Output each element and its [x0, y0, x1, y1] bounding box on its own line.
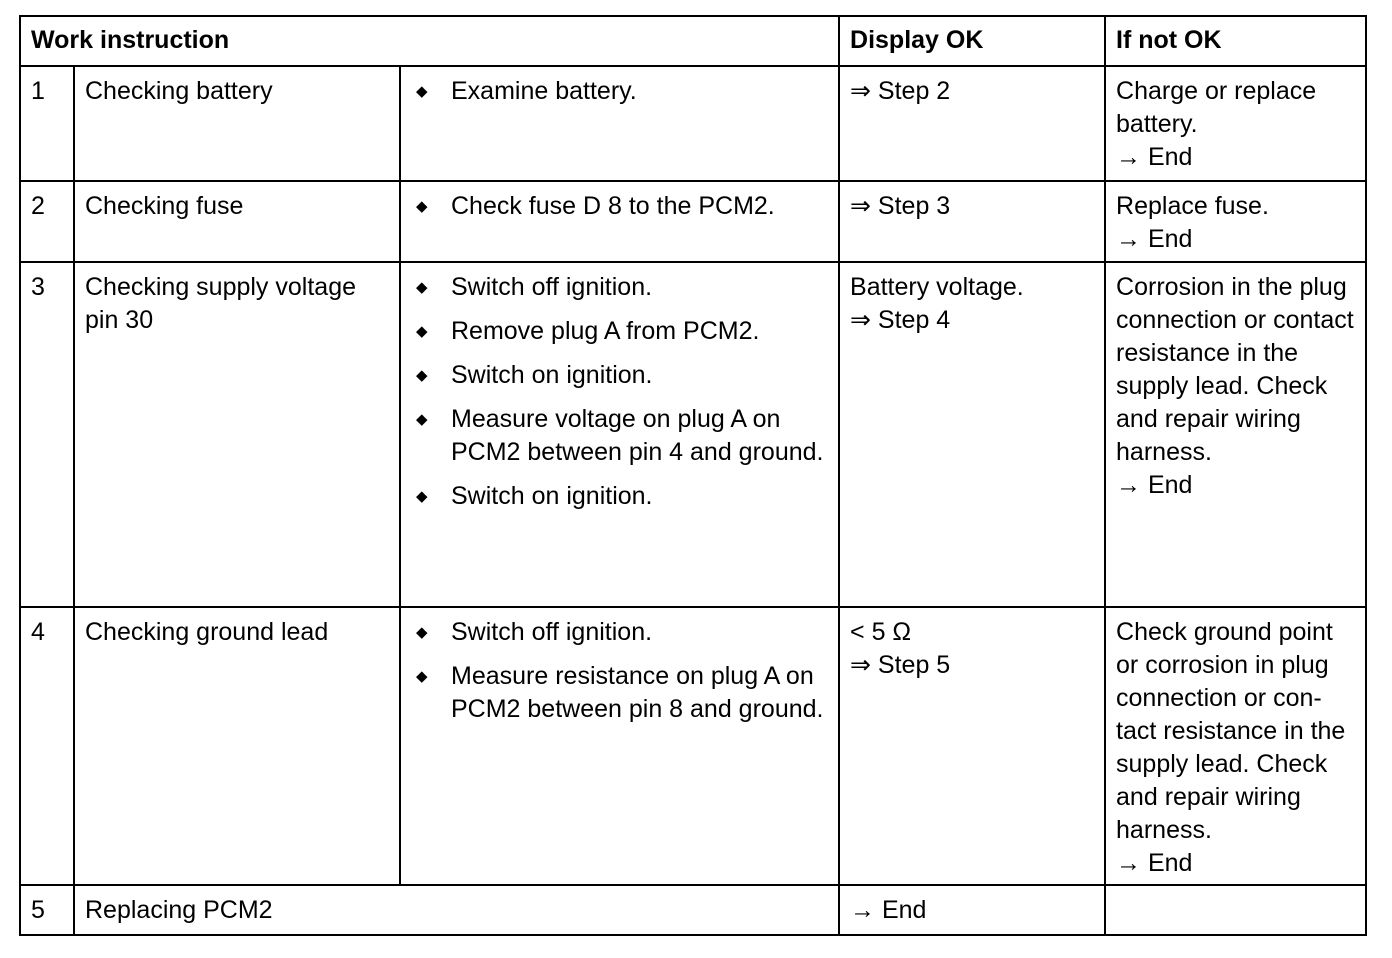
if-not-ok-text: Replace fuse.: [1116, 192, 1269, 220]
display-ok-cell: [839, 181, 1105, 262]
instruction-text: Switch on ignition.: [451, 361, 653, 389]
step-number: 2: [20, 181, 74, 262]
end-reference: → End: [1116, 225, 1193, 253]
display-ok-next-step: ⇒ Step 4: [850, 306, 951, 334]
if-not-ok-text: Corrosion in the plug connection or contact resistance in the supply lead. Check and repair wiring harness.: [1116, 273, 1354, 466]
step-name: Checking supply voltage pin 30: [74, 262, 400, 607]
instruction-item: [411, 359, 829, 392]
display-ok-text: → End: [850, 896, 927, 924]
step-name: Checking battery: [74, 66, 400, 181]
step-number: 4: [20, 607, 74, 885]
instruction-item: [411, 480, 829, 513]
diamond-bullet-icon: ◆: [416, 323, 428, 340]
display-ok-text: ⇒ Step 3: [850, 192, 951, 220]
table-row: [20, 262, 1366, 607]
display-ok-cell: [839, 885, 1105, 935]
display-ok-cell: [839, 66, 1105, 181]
if-not-ok-text: Check ground point or corrosion in plug connection or con-tact resistance in the supply lead. Check and repair wiring harness.: [1116, 618, 1346, 844]
diamond-bullet-icon: ◆: [416, 198, 428, 215]
header-if-not-ok: If not OK: [1105, 16, 1366, 66]
table-row: [20, 885, 1366, 935]
work-instruction-table: [19, 15, 1367, 936]
instruction-text: Switch off ignition.: [451, 273, 653, 301]
diamond-bullet-icon: ◆: [416, 624, 428, 641]
table-row: [20, 607, 1366, 885]
instruction-item: [411, 75, 829, 108]
if-not-ok-cell: [1105, 885, 1366, 935]
instruction-text: Switch on ignition.: [451, 482, 653, 510]
instruction-text: Switch off ignition.: [451, 618, 653, 646]
end-reference: → End: [1116, 471, 1193, 499]
display-ok-text: Battery voltage.: [850, 273, 1024, 301]
diamond-bullet-icon: ◆: [416, 279, 428, 296]
step-number: 3: [20, 262, 74, 607]
instruction-item: [411, 403, 829, 469]
diamond-bullet-icon: ◆: [416, 668, 428, 685]
instruction-item: [411, 660, 829, 726]
instruction-item: [411, 315, 829, 348]
if-not-ok-text: Charge or replace battery.: [1116, 77, 1317, 138]
instruction-text: Examine battery.: [451, 77, 637, 105]
if-not-ok-cell: [1105, 262, 1366, 607]
if-not-ok-cell: [1105, 607, 1366, 885]
if-not-ok-cell: [1105, 66, 1366, 181]
table-row: [20, 181, 1366, 262]
instruction-text: Measure voltage on plug A on PCM2 between pin 4 and ground.: [451, 405, 824, 466]
instruction-item: [411, 190, 829, 223]
instruction-item: [411, 271, 829, 304]
step-instructions: [400, 66, 839, 181]
table-row: [20, 66, 1366, 181]
step-instructions: [400, 607, 839, 885]
header-work-instruction: Work instruction: [20, 16, 839, 66]
display-ok-next-step: ⇒ Step 5: [850, 651, 951, 679]
instruction-item: [411, 616, 829, 649]
step-name: Replacing PCM2: [74, 885, 839, 935]
display-ok-cell: [839, 262, 1105, 607]
header-display-ok: Display OK: [839, 16, 1105, 66]
if-not-ok-cell: [1105, 181, 1366, 262]
instruction-text: Remove plug A from PCM2.: [451, 317, 760, 345]
step-number: 1: [20, 66, 74, 181]
step-instructions: [400, 181, 839, 262]
end-reference: → End: [1116, 849, 1193, 877]
step-name: Checking ground lead: [74, 607, 400, 885]
diamond-bullet-icon: ◆: [416, 367, 428, 384]
step-number: 5: [20, 885, 74, 935]
instruction-text: Measure resistance on plug A on PCM2 between pin 8 and ground.: [451, 662, 824, 723]
step-name: Checking fuse: [74, 181, 400, 262]
instruction-text: Check fuse D 8 to the PCM2.: [451, 192, 775, 220]
display-ok-cell: [839, 607, 1105, 885]
diamond-bullet-icon: ◆: [416, 488, 428, 505]
display-ok-text: < 5 Ω: [850, 618, 912, 646]
table-header-row: [20, 16, 1366, 66]
step-instructions: [400, 262, 839, 607]
display-ok-text: ⇒ Step 2: [850, 77, 951, 105]
end-reference: → End: [1116, 143, 1193, 171]
diamond-bullet-icon: ◆: [416, 83, 428, 100]
diamond-bullet-icon: ◆: [416, 411, 428, 428]
